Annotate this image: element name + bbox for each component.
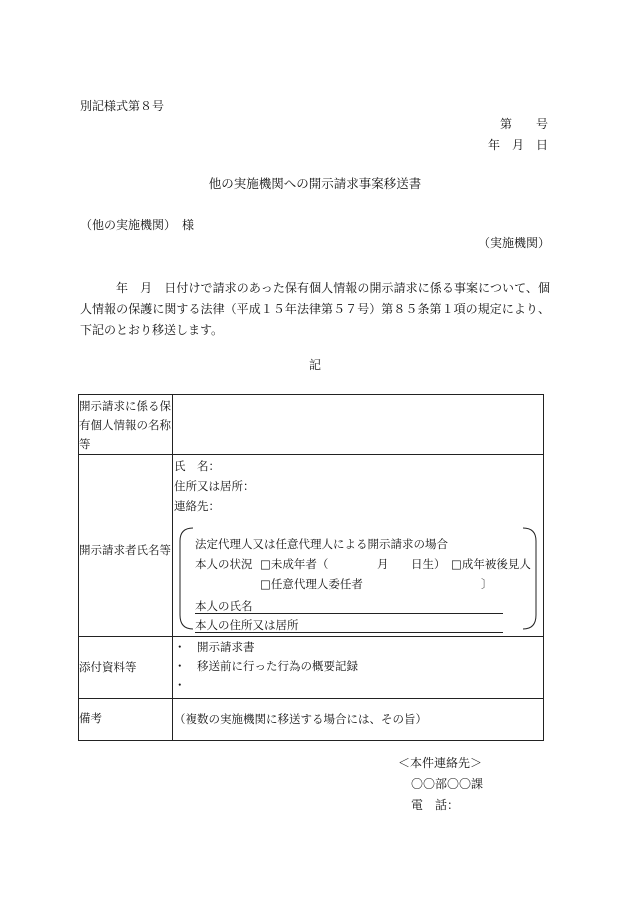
remarks-cell: （複数の実施機関に移送する場合には、その旨） [173,699,544,741]
principal-address-label: 本人の住所又は居所 [195,618,299,632]
document-date: 年 月 日 [487,138,548,152]
proxy-checkbox-option[interactable]: □任意代理人委任者 [260,577,363,591]
principal-name-label: 本人の氏名 [195,599,253,613]
table-row-attachments [79,637,544,699]
sender-agency: （実施機関） [477,236,550,250]
requester-contact-field: 連絡先： [174,499,220,513]
attachment-item: ・ 移送前に行った行為の概要記録 [174,659,358,673]
requester-address-field: 住所又は居所： [174,479,255,493]
body-paragraph: 年 月 日付けで請求のあった保有個人情報の開示請求に係る事案について、個人情報の保護に関する法律（平成１５年法律第５７号）第８５条第１項の規定により、下記のとおり移送します。 [80,281,550,337]
form-number: 別記様式第８号 [80,99,165,113]
principal-address-line [195,616,503,633]
attachments-cell [173,637,544,699]
document-title: 他の実施機関への開示請求事案移送書 [208,176,422,191]
contact-phone-label: 電 話： [411,798,460,812]
addressee: （他の実施機関） 様 [80,218,195,232]
requester-name-field: 氏 名： [174,459,220,473]
bracket-close: 〕 [481,577,493,591]
transfer-table [78,394,544,741]
table-row-requester [79,455,544,637]
birth-day-label: 日生） [411,557,446,571]
row-label-attachments: 添付資料等 [79,637,173,699]
birth-month-label: 月 [377,557,389,571]
status-label: 本人の状況 [195,557,253,571]
table-row-remarks [79,699,544,741]
info-name-cell [173,395,544,455]
guardian-checkbox-option[interactable]: □成年被後見人 [451,557,531,571]
agent-heading: 法定代理人又は任意代理人による開示請求の場合 [195,537,448,551]
row-label-remarks: 備考 [79,699,173,741]
table-row-info-name [79,395,544,455]
contact-heading: ＜本件連絡先＞ [398,756,483,770]
document-number: 第 号 [499,117,548,131]
ki-heading: 記 [308,358,321,372]
principal-name-line [195,597,503,614]
contact-department: 〇〇部〇〇課 [411,777,484,791]
row-label-requester: 開示請求者氏名等 [79,455,173,637]
attachment-item: ・ [174,678,186,692]
requester-cell [173,455,544,637]
minor-checkbox-option[interactable]: □未成年者（ [260,557,329,571]
attachment-item: ・ 開示請求書 [174,640,255,654]
row-label-info-name: 開示請求に係る保有個人情報の名称等 [79,395,173,455]
